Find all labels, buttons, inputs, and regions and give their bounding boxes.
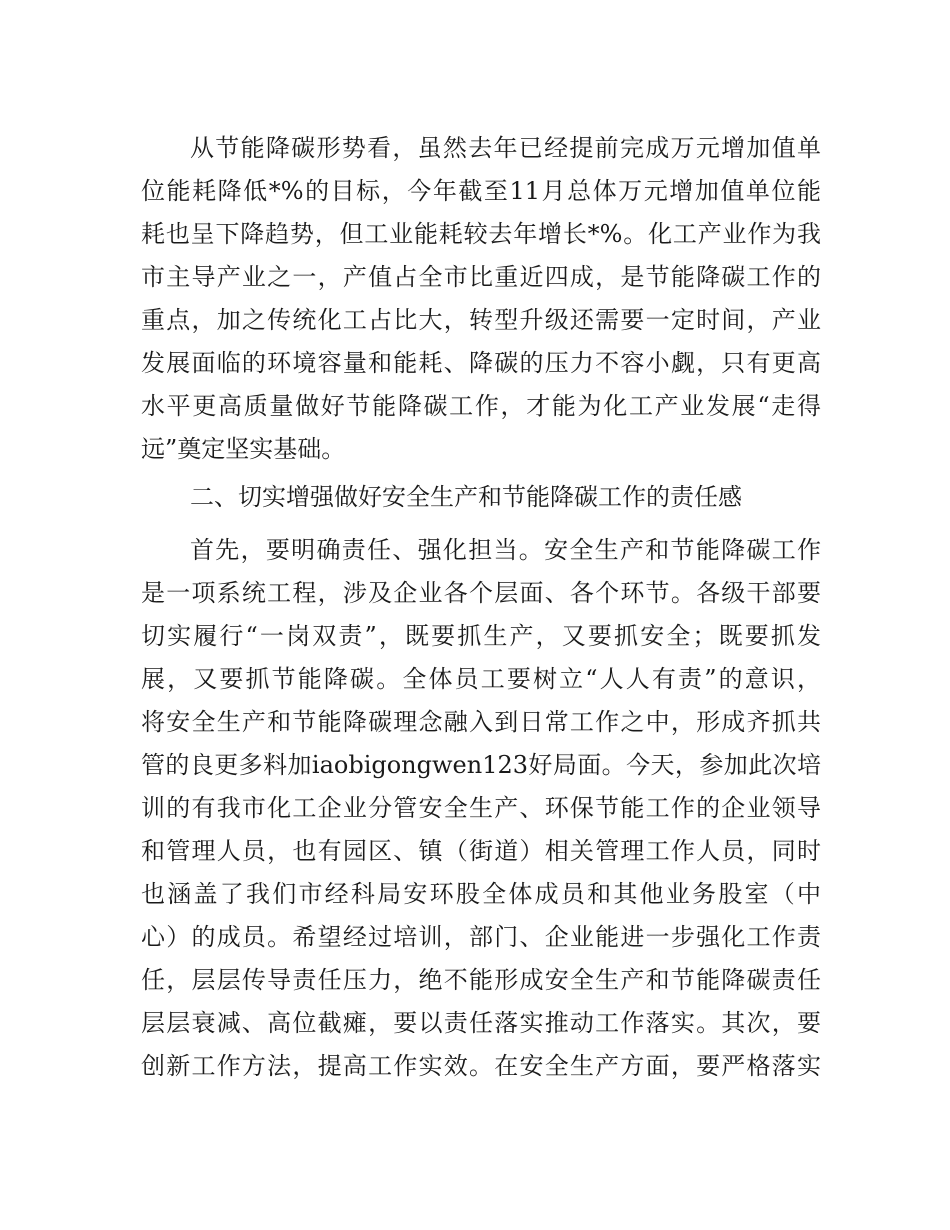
paragraph-1-line-4: 市主导产业之一，产值占全市比重近四成，是节能降碳工作的 xyxy=(141,263,821,291)
paragraph-2-line-5: 将安全生产和节能降碳理念融入到日常工作之中，形成齐抓共 xyxy=(141,708,821,736)
paragraph-2-line-10: 心）的成员。希望经过培训，部门、企业能进一步强化工作责 xyxy=(141,923,821,951)
paragraph-2-line-1: 首先，要明确责任、强化担当。安全生产和节能降碳工作 xyxy=(190,536,821,564)
paragraph-2-line-4: 展，又要抓节能降碳。全体员工要树立“人人有责”的意识， xyxy=(141,665,821,693)
paragraph-2-line-13: 创新工作方法，提高工作实效。在安全生产方面，要严格落实 xyxy=(141,1052,821,1080)
paragraph-1-line-8: 远”奠定坚实基础。 xyxy=(141,435,346,463)
paragraph-1-line-1: 从节能降碳形势看，虽然去年已经提前完成万元增加值单 xyxy=(190,134,821,162)
paragraph-1-line-3: 耗也呈下降趋势，但工业能耗较去年增长*%。化工产业作为我 xyxy=(141,220,821,248)
paragraph-1-line-2: 位能耗降低*%的目标，今年截至11月总体万元增加值单位能 xyxy=(141,177,821,205)
paragraph-1-line-5: 重点，加之传统化工占比大，转型升级还需要一定时间，产业 xyxy=(141,306,821,334)
paragraph-1-line-7: 水平更高质量做好节能降碳工作，才能为化工产业发展“走得 xyxy=(141,392,821,420)
paragraph-2-line-11: 任，层层传导责任压力，绝不能形成安全生产和节能降碳责任 xyxy=(141,966,821,994)
paragraph-2-line-2: 是一项系统工程，涉及企业各个层面、各个环节。各级干部要 xyxy=(141,579,821,607)
paragraph-2-line-6: 管的良更多料加iaobigongwen123好局面。今天，参加此次培 xyxy=(141,751,821,779)
paragraph-2-line-12: 层层衰减、高位截瘫，要以责任落实推动工作落实。其次，要 xyxy=(141,1009,821,1037)
section-heading: 二、切实增强做好安全生产和节能降碳工作的责任感 xyxy=(190,483,742,511)
paragraph-1-line-6: 发展面临的环境容量和能耗、降碳的压力不容小觑，只有更高 xyxy=(141,349,821,377)
paragraph-2-line-9: 也涵盖了我们市经科局安环股全体成员和其他业务股室（中 xyxy=(141,880,821,908)
paragraph-2-line-8: 和管理人员，也有园区、镇（街道）相关管理工作人员，同时 xyxy=(141,837,821,865)
paragraph-2-line-7: 训的有我市化工企业分管安全生产、环保节能工作的企业领导 xyxy=(141,794,821,822)
paragraph-2-line-3: 切实履行“一岗双责”，既要抓生产，又要抓安全；既要抓发 xyxy=(141,622,821,650)
